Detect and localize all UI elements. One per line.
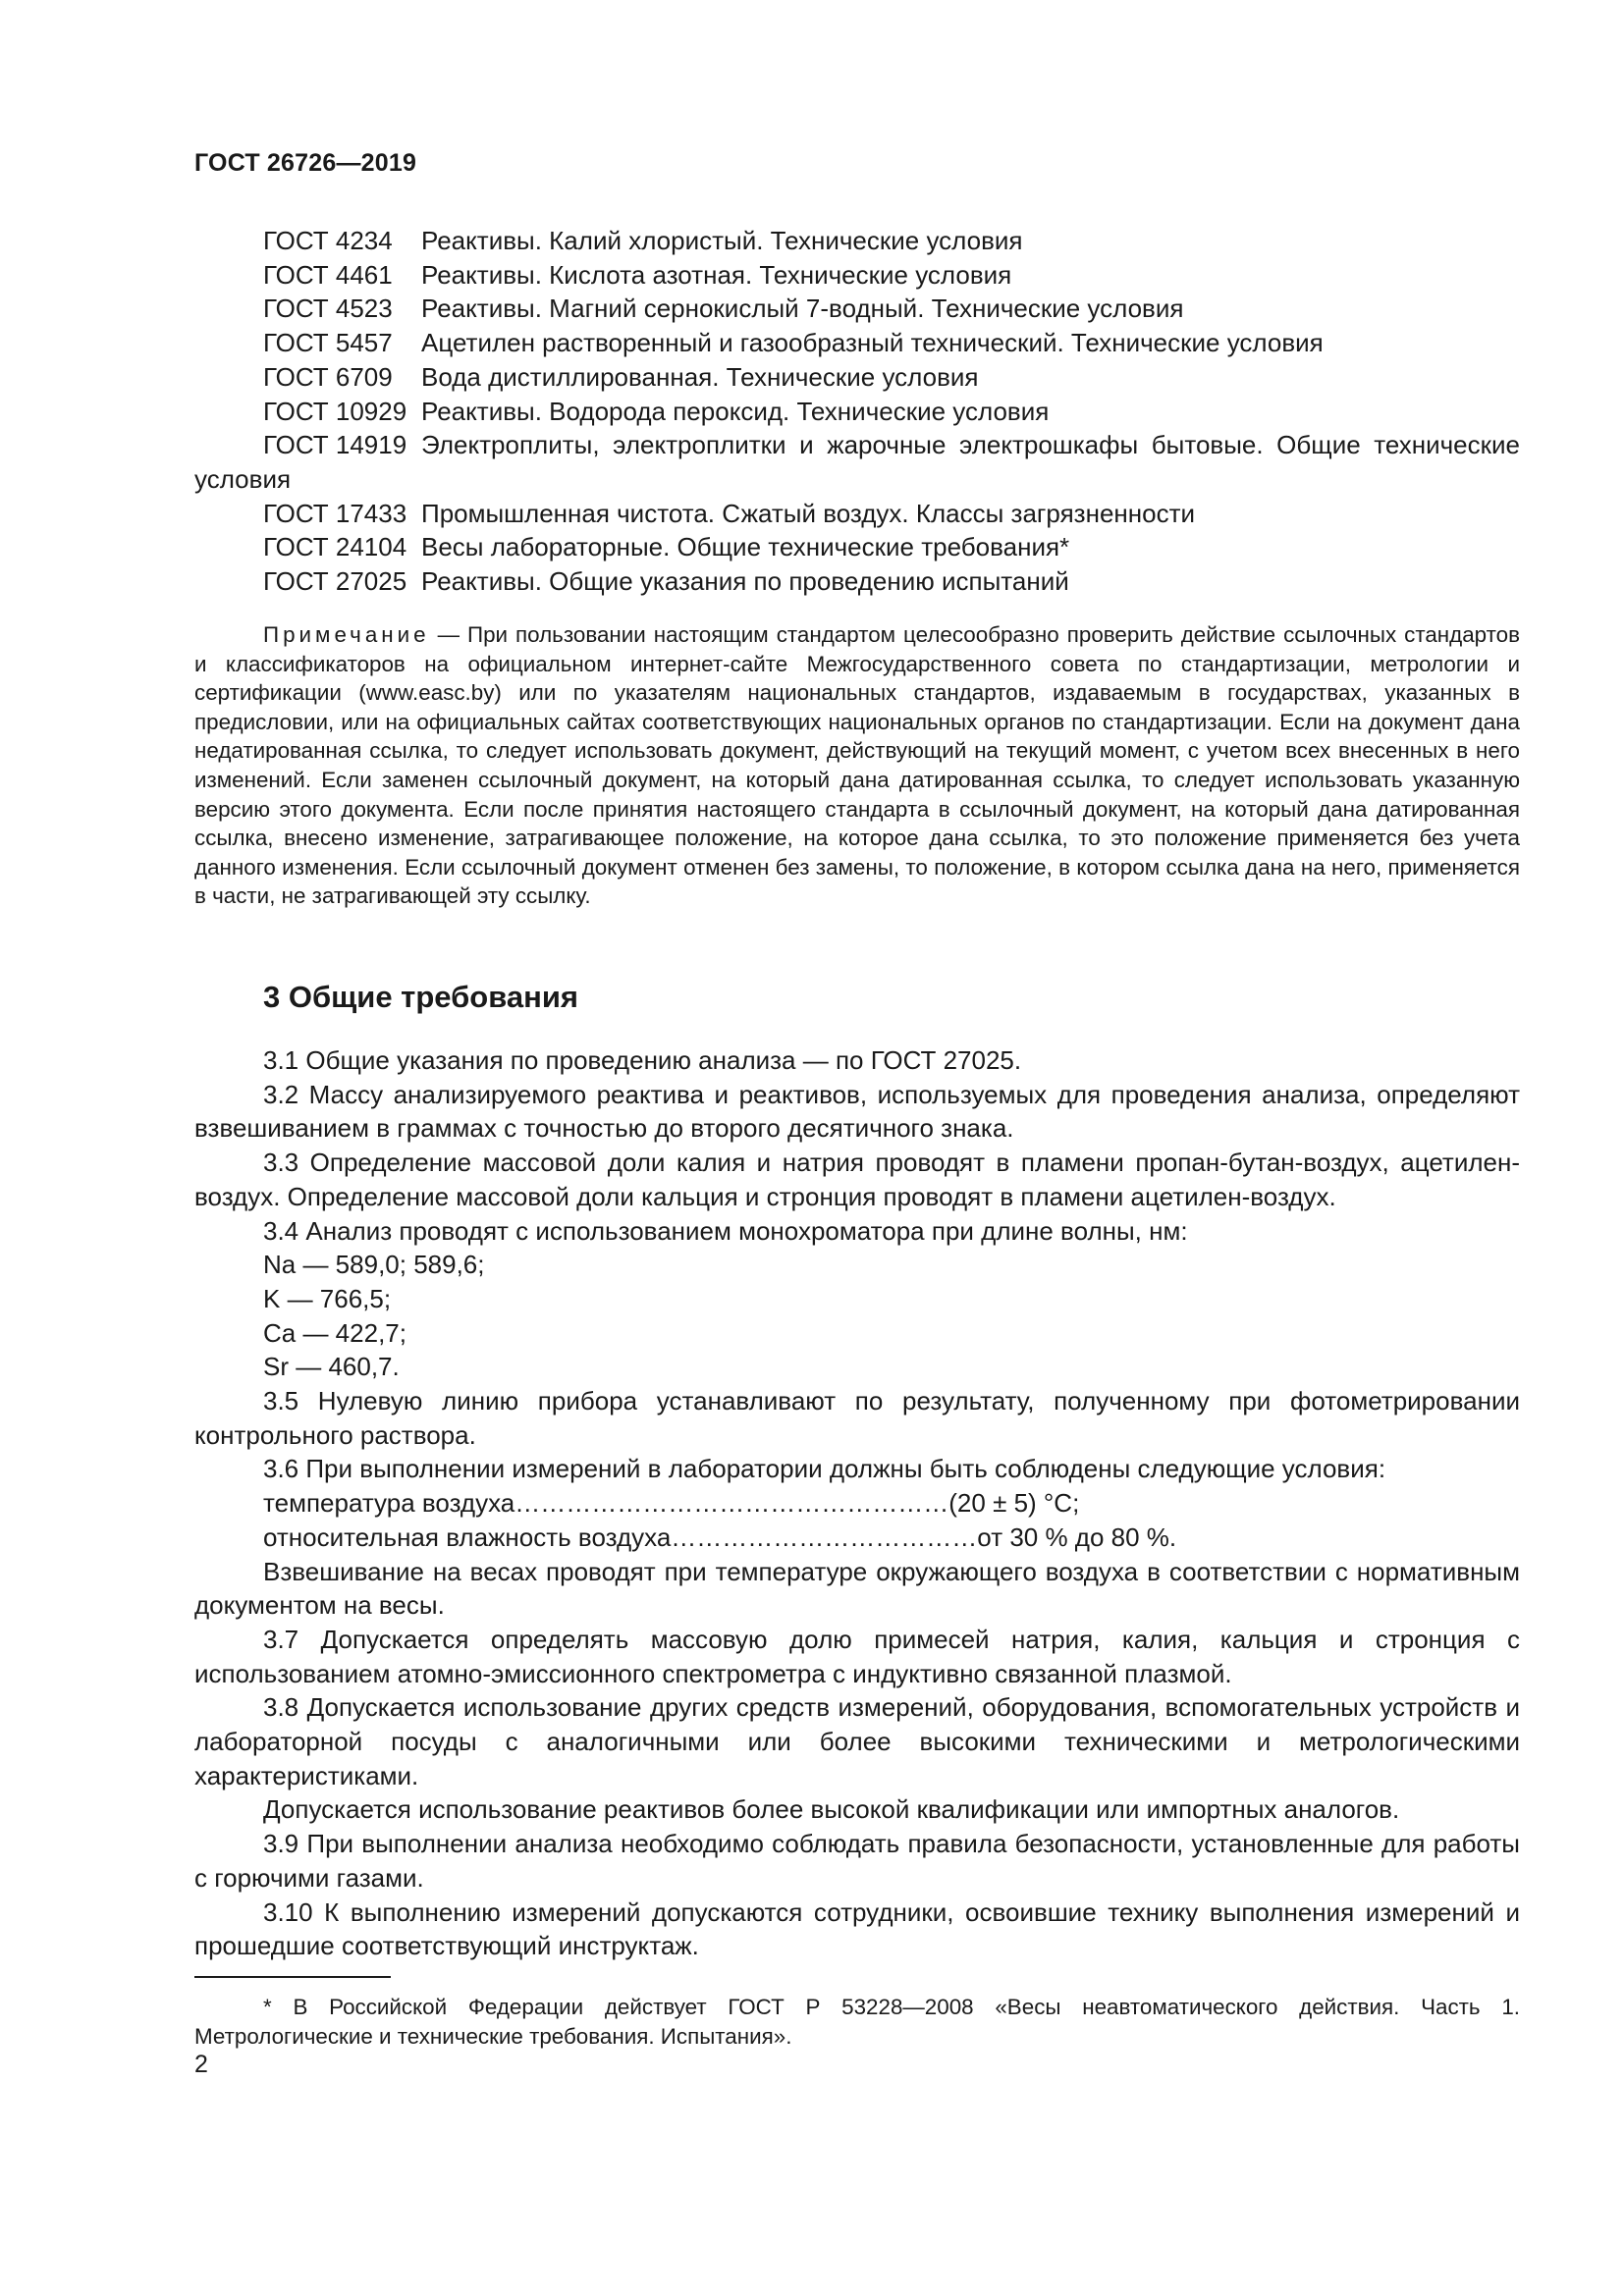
- reference-item: [194, 530, 1520, 564]
- reference-code: ГОСТ 4461: [263, 259, 393, 290]
- reference-title: Реактивы. Водорода пероксид. Технические условия: [421, 396, 1050, 426]
- reference-code: ГОСТ 5457: [263, 328, 393, 358]
- clause-3-3: 3.3 Определение массовой доли калия и натрия проводят в пламени пропан-бутан-воздух, ацетилен-воздух. Определение массовой доли кальция и стронция проводят в пламени ацетилен-воздух.: [194, 1148, 1520, 1211]
- clause-3-7: 3.7 Допускается определять массовую долю примесей натрия, калия, кальция и стронция с использованием атомно-эмиссионного спектрометра с индуктивно связанной плазмой.: [194, 1624, 1520, 1688]
- normative-references-list: [194, 224, 1520, 599]
- wavelength-k: K — 766,5;: [263, 1283, 392, 1313]
- reference-title: Реактивы. Кислота азотная. Технические условия: [421, 259, 1012, 290]
- wavelength-sr: Sr — 460,7.: [263, 1352, 400, 1382]
- reference-item: [194, 326, 1520, 360]
- reference-title: Вода дистиллированная. Технические условия: [421, 361, 979, 392]
- wavelength-ca: Ca — 422,7;: [263, 1317, 406, 1348]
- reference-title: Реактивы. Общие указания по проведению испытаний: [421, 566, 1069, 597]
- page-header-doc-code: ГОСТ 26726—2019: [194, 149, 417, 177]
- reference-item: [194, 564, 1520, 599]
- condition-temperature: температура воздуха……………………………………………(20 ± 5) °С;: [263, 1488, 1080, 1519]
- reference-item: [194, 428, 1520, 496]
- clause-3-8: 3.8 Допускается использование других средств измерений, оборудования, вспомогательных устройств и лабораторной посуды с аналогичными или более высокими техническими и метрологическими характеристиками.: [194, 1692, 1520, 1790]
- reference-title: Весы лабораторные. Общие технические требования*: [421, 532, 1070, 562]
- reference-title: Ацетилен растворенный и газообразный технический. Технические условия: [421, 328, 1324, 358]
- reference-title: Электроплиты, электроплитки и жарочные электрошкафы бытовые. Общие технические условия: [194, 430, 1520, 494]
- reference-title: Промышленная чистота. Сжатый воздух. Классы загрязненности: [421, 498, 1196, 528]
- reference-code: ГОСТ 6709: [263, 361, 393, 392]
- note-text: — При пользовании настоящим стандартом целесообразно проверить действие ссылочных стандартов и классификаторов на официальном интернет-сайте Межгосударственного совета по стандартизации, метрологии и сертификации (www.easc.by) или по указателям национальных стандартов, издаваемым в государствах, указанных в предисловии, или на официальных сайтах соответствующих национальных органов по стандартизации. Если на документ дана недатированная ссылка, то следует использовать документ, действующий на текущий момент, с учетом всех внесенных в него изменений. Если заменен ссылочный документ, на который дана датированная ссылка, то следует использовать указанную версию этого документа. Если после принятия настоящего стандарта в ссылочный документ, на который дана датированная ссылка, внесено изменение, затрагивающее положение, на которое дана ссылка, то это положение применяется без учета данного изменения. Если ссылочный документ отменен без замены, то положение, в котором ссылка дана на него, применяется в части, не затрагивающей эту ссылку.: [194, 622, 1520, 909]
- reference-title: Реактивы. Калий хлористый. Технические условия: [421, 226, 1023, 255]
- reference-code: ГОСТ 27025: [263, 566, 407, 597]
- reference-code: ГОСТ 4523: [263, 294, 393, 324]
- footnote-divider: [194, 1976, 391, 1978]
- footnote: * В Российской Федерации действует ГОСТ Р 53228—2008 «Весы неавтоматического действия. Часть 1. Метрологические и технические требования. Испытания».: [194, 1995, 1520, 2049]
- reagents-paragraph: Допускается использование реактивов более высокой квалификации или импортных аналогов.: [263, 1794, 1400, 1825]
- clause-3-9: 3.9 При выполнении анализа необходимо соблюдать правила безопасности, установленные для работы с горючими газами.: [194, 1829, 1520, 1893]
- reference-item: [194, 395, 1520, 429]
- clause-3-5: 3.5 Нулевую линию прибора устанавливают по результату, полученному при фотометрировании контрольного раствора.: [194, 1386, 1520, 1450]
- reference-title: Реактивы. Магний сернокислый 7-водный. Технические условия: [421, 294, 1184, 324]
- note-label: Примечание: [263, 622, 430, 647]
- reference-code: ГОСТ 10929: [263, 396, 407, 426]
- reference-item: [194, 224, 1520, 258]
- reference-code: ГОСТ 24104: [263, 532, 407, 562]
- reference-code: ГОСТ 14919: [263, 430, 407, 460]
- page-number: 2: [194, 2051, 208, 2078]
- references-note: [194, 620, 1520, 911]
- reference-item: [194, 258, 1520, 293]
- reference-item: [194, 360, 1520, 395]
- condition-humidity: относительная влажность воздуха………………………………от 30 % до 80 %.: [263, 1522, 1177, 1552]
- section-heading: 3 Общие требования: [263, 980, 578, 1014]
- section-body: [194, 1043, 1520, 1963]
- clause-3-4: 3.4 Анализ проводят с использованием монохроматора при длине волны, нм:: [263, 1215, 1188, 1246]
- reference-item: [194, 292, 1520, 326]
- clause-3-2: 3.2 Массу анализируемого реактива и реактивов, используемых для проведения анализа, определяют взвешиванием в граммах с точностью до второго десятичного знака.: [194, 1079, 1520, 1144]
- reference-item: [194, 497, 1520, 531]
- weighing-paragraph: Взвешивание на весах проводят при температуре окружающего воздуха в соответствии с нормативным документом на весы.: [194, 1556, 1520, 1621]
- wavelength-na: Na — 589,0; 589,6;: [263, 1250, 485, 1280]
- clause-3-10: 3.10 К выполнению измерений допускаются сотрудники, освоившие технику выполнения измерений и прошедшие соответствующий инструктаж.: [194, 1896, 1520, 1961]
- clause-3-1: 3.1 Общие указания по проведению анализа — по ГОСТ 27025.: [263, 1045, 1022, 1075]
- reference-code: ГОСТ 4234: [263, 226, 393, 255]
- reference-code: ГОСТ 17433: [263, 498, 407, 528]
- clause-3-6: 3.6 При выполнении измерений в лаборатории должны быть соблюдены следующие условия:: [263, 1454, 1386, 1484]
